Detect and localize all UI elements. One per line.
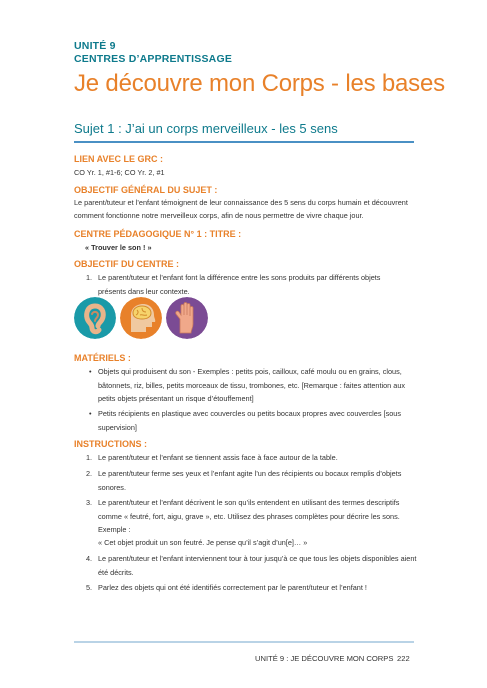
footer-rule	[74, 641, 414, 643]
instruction-item-1: 1. Le parent/tuteur et l’enfant se tiennent assis face à face autour de la table.	[86, 453, 338, 462]
centre-title: « Trouver le son ! »	[85, 243, 152, 252]
item-number: 1.	[86, 273, 93, 282]
lien-text: CO Yr. 1, #1-6; CO Yr. 2, #1	[74, 168, 165, 177]
instruction-item-4: 4. Le parent/tuteur et l’enfant interviennent tour à tour jusqu’à ce que tous les objets disponibles aient été décrits.	[86, 554, 417, 577]
lien-heading: LIEN AVEC LE GRC :	[74, 154, 164, 164]
unit-header	[74, 40, 232, 66]
objectif-general-text: Le parent/tuteur et l’enfant témoignent de leur connaissance des 5 sens du corps humain et découvrent comment fonctionne notre merveilleux corps, afin de nous permettre de vivre chaque jour.	[74, 198, 408, 220]
unit-label: UNITÉ 9	[74, 40, 116, 52]
materiels-heading: MATÉRIELS :	[74, 353, 131, 363]
centre-heading: CENTRE PÉDAGOGIQUE N° 1 : TITRE :	[74, 229, 242, 239]
instructions-heading: INSTRUCTIONS :	[74, 439, 147, 449]
item-text: Le parent/tuteur et l’enfant interviennent tour à tour jusqu’à ce que tous les objets disponibles aient été décrits.	[98, 554, 417, 577]
instruction-item-3: 3. Le parent/tuteur et l’enfant décrivent le son qu’ils entendent en utilisant des termes descriptifs comme « feutré, fort, aigu, grave », etc. Utilisez des phrases complètes pour décrire les sons. Exemple :	[86, 498, 400, 534]
item-text: Objets qui produisent du son - Exemples : petits pois, cailloux, café moulu ou en grains, clous, bâtonnets, riz, billes, petits morceaux de tissu, trombones, etc. [Remarque : faites attention aux petits objets présentant un risque d’étouffement]	[98, 367, 406, 403]
item-text: Le parent/tuteur et l’enfant se tiennent assis face à face autour de la table.	[98, 453, 338, 462]
subject-underline	[74, 141, 414, 143]
objectif-centre-item	[86, 271, 408, 298]
objectif-centre-heading: OBJECTIF DU CENTRE :	[74, 259, 180, 269]
brain-head-icon	[120, 297, 162, 339]
instruction-example: « Cet objet produit un son feutré. Je pense qu’il s’agit d’un[e]… »	[98, 538, 308, 547]
hand-icon	[166, 297, 208, 339]
item-text: Le parent/tuteur et l’enfant décrivent le son qu’ils entendent en utilisant des termes descriptifs comme « feutré, fort, aigu, grave », etc. Utilisez des phrases complètes pour décrire les sons. Exemple :	[98, 498, 400, 534]
materiels-item-1: • Objets qui produisent du son - Exemples : petits pois, cailloux, café moulu ou en grains, clous, bâtonnets, riz, billes, petits morceaux de tissu, trombones, etc. [Remarque : faites attention aux petits objets présentant un risque d’étouffement]	[89, 367, 406, 403]
centres-label: CENTRES D’APPRENTISSAGE	[74, 53, 233, 65]
subject-title: Sujet 1 : J’ai un corps merveilleux - les 5 sens	[74, 121, 338, 136]
page-title: Je découvre mon Corps - les bases	[74, 70, 445, 97]
item-text: Petits récipients en plastique avec couvercles ou petits bocaux propres avec couvercles [sous supervision]	[98, 409, 401, 432]
instruction-item-2: 2. Le parent/tuteur ferme ses yeux et l’enfant agite l’un des récipients ou bocaux remplis d’objets sonores.	[86, 469, 402, 492]
item-text: Le parent/tuteur ferme ses yeux et l’enfant agite l’un des récipients ou bocaux remplis d’objets sonores.	[98, 469, 402, 492]
ear-icon	[74, 297, 116, 339]
item-text: Parlez des objets qui ont été identifiés correctement par le parent/tuteur et l’enfant !	[98, 583, 367, 592]
page-number: 222	[397, 654, 410, 663]
objectif-general-heading: OBJECTIF GÉNÉRAL DU SUJET :	[74, 185, 218, 195]
footer-label: UNITÉ 9 : JE DÉCOUVRE MON CORPS	[255, 654, 394, 663]
instruction-item-5: 5. Parlez des objets qui ont été identifiés correctement par le parent/tuteur et l’enfant !	[86, 583, 367, 592]
item-text: Le parent/tuteur et l’enfant font la différence entre les sons produits par différents objets présents dans leur contexte.	[98, 273, 381, 296]
materiels-item-2: • Petits récipients en plastique avec couvercles ou petits bocaux propres avec couvercles [sous supervision]	[89, 409, 401, 432]
